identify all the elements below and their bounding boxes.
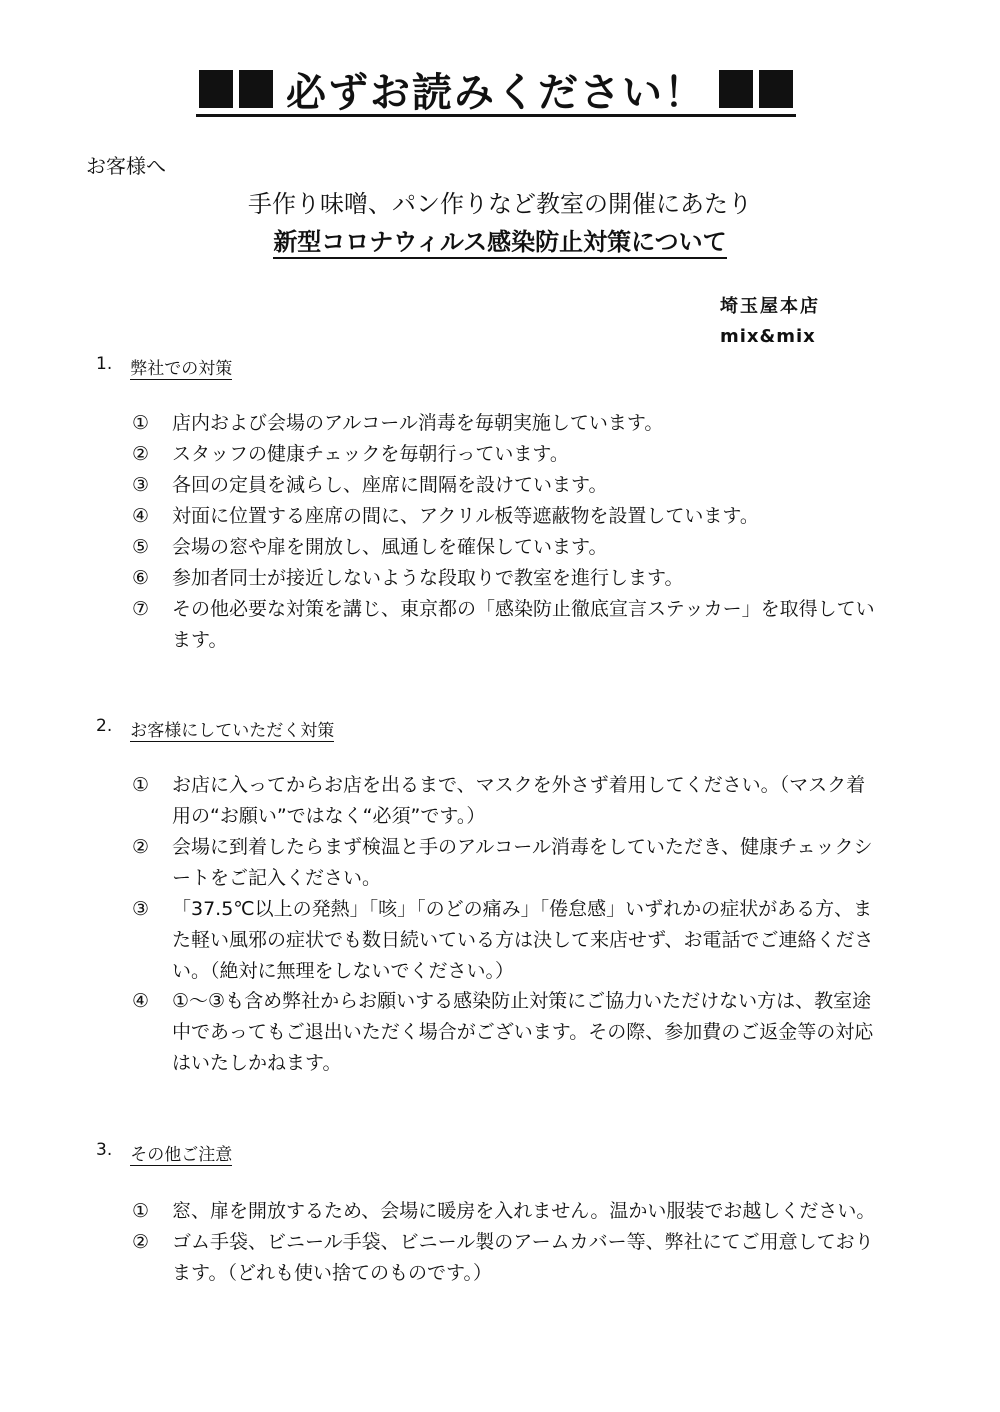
item-text: 「37.5℃以上の発熱」「咳」「のどの痛み」「倦怠感」いずれかの症状がある方、また軽い風邪の症状でも数日続いている方は決して来店せず、お電話でご連絡ください。（絶対に無理をしないでください。） xyxy=(172,898,874,982)
item-text: その他必要な対策を講じ、東京都の「感染防止徹底宣言ステッカー」を取得しています。 xyxy=(172,598,875,651)
section-number: 1. xyxy=(96,354,113,374)
list-item xyxy=(132,408,882,439)
list-item xyxy=(132,894,882,987)
list-item xyxy=(132,501,882,532)
item-text: ①～③も含め弊社からお願いする感染防止対策にご協力いただけない方は、教室途中であってもご退出いただく場合がございます。その際、参加費のご返金等の対応はいたしかねます。 xyxy=(172,990,874,1074)
list-item xyxy=(132,439,882,470)
item-number: ① xyxy=(132,412,150,434)
list-item xyxy=(132,470,882,501)
item-text: 対面に位置する座席の間に、アクリル板等遮蔽物を設置しています。 xyxy=(172,505,759,527)
item-text: 会場の窓や扉を開放し、風通しを確保しています。 xyxy=(172,536,608,558)
list-item xyxy=(132,563,882,594)
item-number: ④ xyxy=(132,990,150,1012)
section-number: 2. xyxy=(96,716,113,736)
item-number: ④ xyxy=(132,505,150,527)
item-number: ① xyxy=(132,1200,150,1222)
section-title: お客様にしていただく対策 xyxy=(130,716,334,742)
item-number: ① xyxy=(132,774,150,796)
item-number: ② xyxy=(132,443,150,465)
item-number: ② xyxy=(132,1231,150,1253)
item-number: ③ xyxy=(132,474,150,496)
item-number: ⑦ xyxy=(132,598,150,620)
list-item xyxy=(132,532,882,563)
banner xyxy=(196,64,796,117)
section-number: 3. xyxy=(96,1140,113,1160)
list-item xyxy=(132,770,882,832)
section-1-heading xyxy=(96,354,232,380)
item-text: ゴム手袋、ビニール手袋、ビニール製のアームカバー等、弊社にてご用意しております。（どれも使い捨てのものです。） xyxy=(172,1231,874,1284)
subtitle-line-2-text: 新型コロナウィルス感染防止対策について xyxy=(273,228,726,259)
item-text: 店内および会場のアルコール消毒を毎朝実施しています。 xyxy=(172,412,664,434)
list-item xyxy=(132,1227,882,1289)
black-square-icon xyxy=(719,70,753,108)
item-text: 参加者同士が接近しないような段取りで教室を進行します。 xyxy=(172,567,684,589)
brand-name: mix&mix xyxy=(720,326,816,347)
item-text: 会場に到着したらまず検温と手のアルコール消毒をしていただき、健康チェックシートをご記入ください。 xyxy=(172,836,873,889)
list-item xyxy=(132,832,882,894)
list-item xyxy=(132,1196,882,1227)
subtitle-line-2 xyxy=(0,222,1000,257)
item-text: お店に入ってからお店を出るまで、マスクを外さず着用してください。（マスク着用の“お願い”ではなく“必須”です。） xyxy=(172,774,866,827)
store-name: 埼玉屋本店 xyxy=(720,296,820,317)
list-item xyxy=(132,594,882,656)
black-square-icon xyxy=(759,70,793,108)
banner-title: 必ずお読みください！ xyxy=(286,69,706,116)
greeting: お客様へ xyxy=(86,154,166,178)
subtitle-line-1: 手作り味噌、パン作りなど教室の開催にあたり xyxy=(248,190,752,218)
item-text: スタッフの健康チェックを毎朝行っています。 xyxy=(172,443,569,465)
section-title: その他ご注意 xyxy=(130,1140,232,1166)
item-number: ⑥ xyxy=(132,567,150,589)
item-number: ⑤ xyxy=(132,536,150,558)
item-text: 各回の定員を減らし、座席に間隔を設けています。 xyxy=(172,474,608,496)
section-3-heading xyxy=(96,1140,232,1166)
section-2-heading xyxy=(96,716,334,742)
item-number: ③ xyxy=(132,898,150,920)
black-square-icon xyxy=(199,70,233,108)
section-title: 弊社での対策 xyxy=(130,354,232,380)
black-square-icon xyxy=(239,70,273,108)
item-text: 窓、扉を開放するため、会場に暖房を入れません。温かい服装でお越しください。 xyxy=(172,1200,876,1222)
item-number: ② xyxy=(132,836,150,858)
list-item xyxy=(132,986,882,1079)
